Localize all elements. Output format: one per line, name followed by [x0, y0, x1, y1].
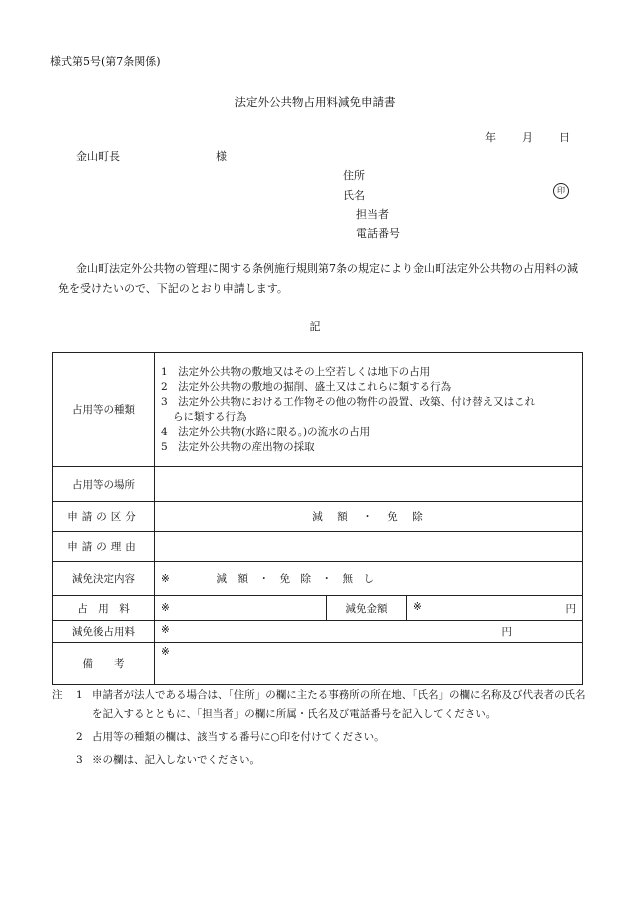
reason-label: 申請の理由 — [53, 532, 155, 562]
addressee-honorific: 様 — [216, 150, 227, 163]
phone-label: 電話番号 — [356, 227, 400, 240]
table-row — [53, 532, 583, 562]
note-item — [52, 728, 592, 747]
contact-person-label: 担当者 — [356, 208, 389, 221]
reduction-amount-label: 減免金額 — [327, 596, 407, 621]
remarks-label: 備 考 — [53, 643, 155, 685]
type-label: 占用等の種類 — [53, 353, 155, 467]
table-row — [53, 502, 583, 532]
application-table — [52, 352, 583, 685]
table-row — [53, 643, 583, 685]
table-row — [53, 467, 583, 502]
after-fee-field — [155, 621, 583, 643]
type-option[interactable]: 1 法定外公共物の敷地又はその上空若しくは地下の占用 — [161, 365, 431, 378]
place-label: 占用等の場所 — [53, 467, 155, 502]
reason-field[interactable] — [155, 532, 583, 562]
fee-field — [155, 596, 327, 621]
office-use-mark: ※ — [161, 624, 170, 636]
type-option-continuation: らに類する行為 — [173, 410, 247, 423]
remarks-field — [155, 643, 583, 685]
decision-options: 減 額 ・ 免 除 ・ 無 し — [216, 573, 374, 585]
yen-unit: 円 — [501, 626, 512, 638]
day-label: 日 — [559, 131, 570, 144]
address-label: 住所 — [343, 169, 365, 182]
yen-unit: 円 — [565, 602, 576, 615]
name-label: 氏名 — [343, 189, 365, 202]
office-use-mark: ※ — [161, 602, 170, 614]
ki-heading: 記 — [309, 320, 321, 333]
decision-label: 減免決定内容 — [53, 562, 155, 596]
form-number: 様式第5号(第7条関係) — [50, 55, 161, 68]
category-field[interactable]: 減 額 ・ 免 除 — [155, 502, 583, 532]
category-label: 申請の区分 — [53, 502, 155, 532]
note-number: 3 — [76, 754, 83, 766]
after-fee-label: 減免後占用料 — [53, 621, 155, 643]
decision-field — [155, 562, 583, 596]
place-field[interactable] — [155, 467, 583, 502]
note-prefix: 注 — [52, 689, 63, 701]
table-row — [53, 353, 583, 467]
notes — [52, 686, 592, 770]
reduction-amount-field — [407, 596, 583, 621]
table-row — [53, 596, 583, 621]
table-row — [53, 562, 583, 596]
note-item — [52, 686, 592, 724]
office-use-mark: ※ — [161, 646, 170, 658]
note-number: 1 — [76, 689, 83, 701]
type-option[interactable]: 5 法定外公共物の産出物の採取 — [161, 440, 315, 453]
type-option[interactable]: 2 法定外公共物の敷地の掘削、盛土又はこれらに類する行為 — [161, 380, 452, 393]
note-item — [52, 751, 592, 770]
addressee-name: 金山町長 — [76, 150, 120, 163]
page-title: 法定外公共物占用料減免申請書 — [234, 95, 396, 109]
office-use-mark: ※ — [413, 600, 422, 613]
month-label: 月 — [522, 131, 533, 144]
note-text: ※の欄は、記入しないでください。 — [92, 754, 260, 766]
note-text: 占用等の種類の欄は、該当する番号に○印を付けてください。 — [92, 731, 385, 743]
table-row — [53, 621, 583, 643]
type-options — [155, 353, 583, 467]
addressee — [76, 148, 227, 164]
type-option[interactable]: 4 法定外公共物(水路に限る。)の流水の占用 — [161, 425, 371, 438]
type-option[interactable]: 3 法定外公共物における工作物その他の物件の設置、改築、付け替え又はこれ — [161, 395, 536, 408]
fee-label: 占 用 料 — [53, 596, 155, 621]
date-line — [485, 129, 570, 145]
seal-mark: 印 — [553, 183, 569, 199]
note-number: 2 — [76, 731, 83, 743]
office-use-mark: ※ — [161, 573, 170, 585]
body-paragraph: 金山町法定外公共物の管理に関する条例施行規則第7条の規定により金山町法定外公共物の占用料の減免を受けたいので、下記のとおり申請します。 — [58, 262, 578, 295]
note-text: 申請者が法人である場合は、「住所」の欄に主たる事務所の所在地、「氏名」の欄に名称及び代表者の氏名を記入するとともに、「担当者」の欄に所属・氏名及び電話番号を記入してください。 — [92, 689, 586, 720]
year-label: 年 — [485, 131, 496, 144]
